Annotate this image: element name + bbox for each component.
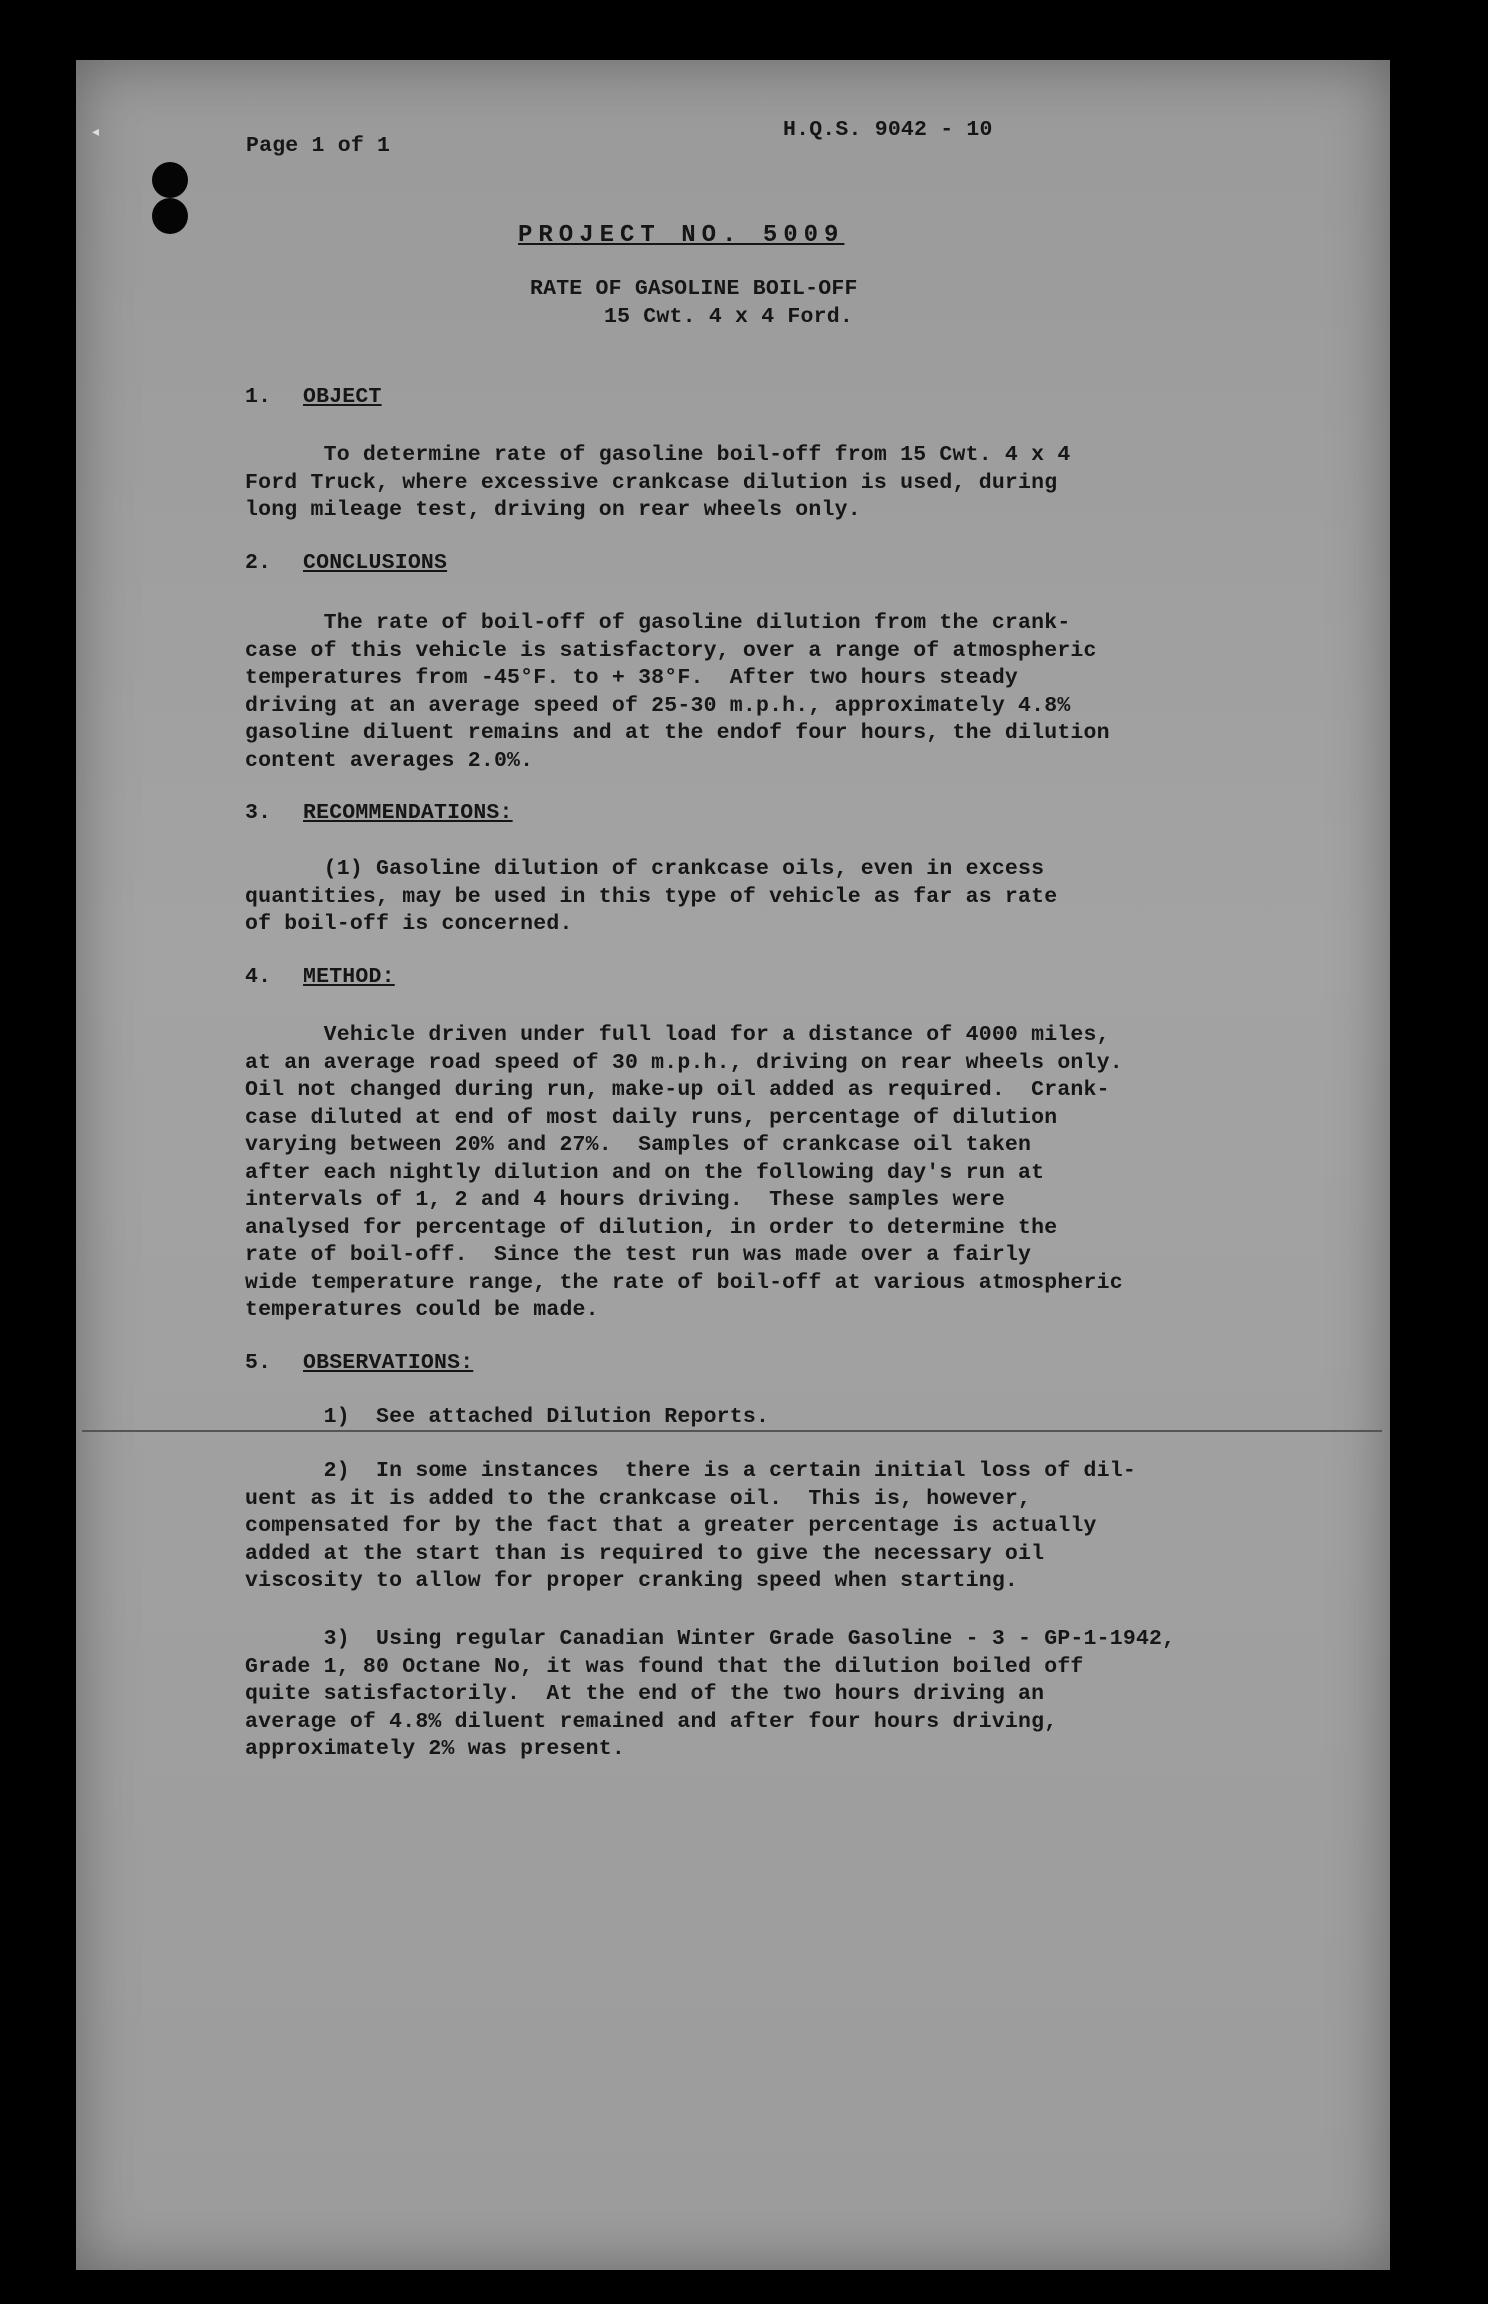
section-heading-observations [245,1350,473,1378]
section-heading-recommendations [245,800,513,828]
reference-number: H.Q.S. 9042 - 10 [783,118,993,142]
subtitle-line1: RATE OF GASOLINE BOIL-OFF [530,277,858,301]
project-title: PROJECT NO. 5009 [518,222,845,249]
fold-line [82,1430,1382,1432]
punch-hole-top [152,162,188,198]
section-title: CONCLUSIONS [303,551,448,575]
section-number: 5. [245,1351,272,1375]
section-heading-method [245,964,395,992]
section-number: 4. [245,965,272,989]
subtitle-line2: 15 Cwt. 4 x 4 Ford. [604,305,853,329]
section-title: METHOD: [303,965,395,989]
section-title: RECOMMENDATIONS: [303,801,513,825]
section-title: OBJECT [303,385,382,409]
section-body-recommendations: (1) Gasoline dilution of crankcase oils, even in excess quantities, may be used in this type of vehicle as far as rate of boil-off is concerned. [245,857,1058,936]
punch-hole-bottom [152,198,188,234]
section-heading-object [245,384,382,412]
arrow-mark-icon: ◂ [92,124,100,140]
page-label: Page 1 of 1 [246,134,391,158]
section-body-method: Vehicle driven under full load for a distance of 4000 miles, at an average road speed of 30 m.p.h., driving on rear wheels only. Oil not changed during run, make-up oil added as required. Crank- case diluted at end of most daily runs, percentage of dilution varying between 20% and 27%. Samples of crankcase oil taken after each nightly dilution and on the following day's run at intervals of 1, 2 and 4 hours driving. These samples were analysed for percentage of dilution, in order to determine the rate of boil-off. Since the test run was made over a fairly wide temperature range, the rate of boil-off at various atmospheric temperatures could be made. [245,1023,1123,1322]
section-body-conclusions: The rate of boil-off of gasoline dilution from the crank- case of this vehicle is satisfactory, over a range of atmospheric temperatures from -45°F. to + 38°F. After two hours steady driving at an average speed of 25-30 m.p.h., approximately 4.8% gasoline diluent remains and at the endof four hours, the dilution content averages 2.0%. [245,611,1110,773]
section-number: 1. [245,385,272,409]
section-title: OBSERVATIONS: [303,1351,474,1375]
section-number: 2. [245,551,272,575]
section-number: 3. [245,801,272,825]
observation-3: 3) Using regular Canadian Winter Grade Gasoline - 3 - GP-1-1942, Grade 1, 80 Octane No, it was found that the dilution boiled off quite satisfactorily. At the end of the two hours driving an average of 4.8% diluent remained and after four hours driving, approximately 2% was present. [245,1627,1176,1761]
section-body-object: To determine rate of gasoline boil-off from 15 Cwt. 4 x 4 Ford Truck, where excessive crankcase dilution is used, during long mileage test, driving on rear wheels only. [245,443,1071,522]
section-heading-conclusions [245,550,447,578]
observation-1: 1) See attached Dilution Reports. [245,1405,770,1429]
observation-2: 2) In some instances there is a certain initial loss of dil- uent as it is added to the crankcase oil. This is, however, compensated for by the fact that a greater percentage is actually added at the start than is required to give the necessary oil viscosity to allow for proper cranking speed when starting. [245,1459,1136,1593]
